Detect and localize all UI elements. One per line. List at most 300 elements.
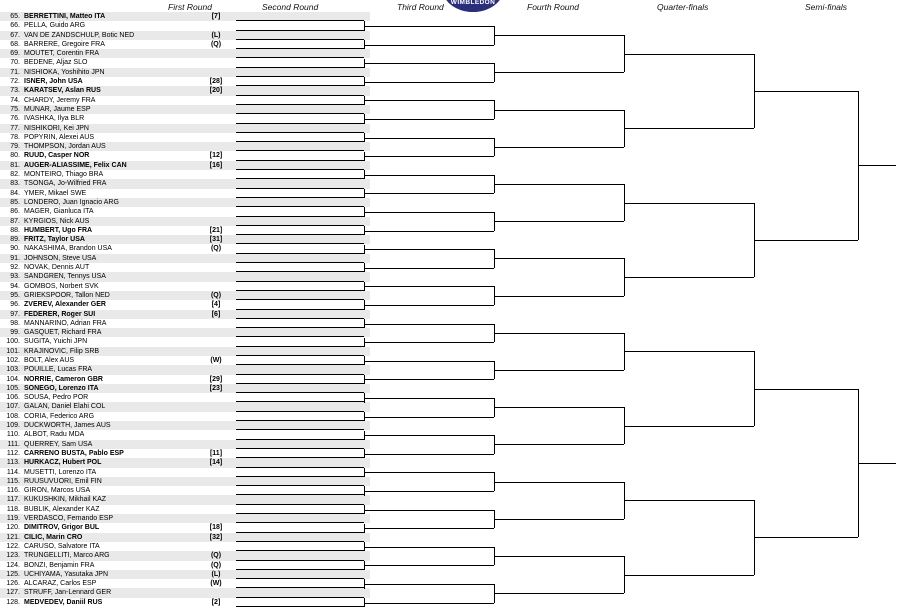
player-name-text: FRITZ, Taylor USA xyxy=(24,236,85,244)
player-name xyxy=(24,86,101,95)
table-row xyxy=(0,365,370,374)
line-second-round-top xyxy=(364,361,494,362)
table-row xyxy=(0,486,370,495)
player-name: GRIEKSPOOR, Tallon NED xyxy=(24,291,110,299)
player-name xyxy=(24,226,92,235)
player-number: 67. xyxy=(10,31,20,39)
table-row xyxy=(0,542,370,551)
player-name: KRAJINOVIC, Filip SRB xyxy=(24,347,100,355)
player-seed-or-status: [12] xyxy=(209,152,223,160)
player-name: THOMPSON, Jordan AUS xyxy=(24,143,106,151)
player-name: ALCARAZ, Carlos ESP xyxy=(24,580,97,588)
table-row xyxy=(0,217,370,226)
line-second-round-top xyxy=(364,100,494,101)
player-number: 78. xyxy=(10,133,20,141)
line-fourth-round-bottom xyxy=(624,277,754,278)
line-second-round-top xyxy=(364,324,494,325)
table-row xyxy=(0,40,370,49)
player-seed-or-status: [7] xyxy=(211,13,221,20)
player-number: 92. xyxy=(10,264,20,272)
line-second-round-bottom xyxy=(364,193,494,194)
player-seed-or-status: (L) xyxy=(211,570,221,578)
player-seed-or-status: [29] xyxy=(209,375,223,383)
player-number: 73. xyxy=(10,87,20,95)
player-seed-or-status: [20] xyxy=(209,87,223,95)
player-name xyxy=(24,533,82,542)
player-number: 124. xyxy=(6,561,20,569)
line-third-round-bottom xyxy=(494,519,624,520)
line-second-round-bottom xyxy=(364,342,494,343)
player-seed-or-status: (Q) xyxy=(210,561,222,569)
line-second-round-bottom xyxy=(364,417,494,418)
table-row xyxy=(0,533,370,542)
player-number: 111. xyxy=(7,440,20,448)
line-semi-final-1 xyxy=(858,463,896,464)
player-number: 87. xyxy=(10,217,20,225)
table-row xyxy=(0,49,370,58)
player-number: 70. xyxy=(10,59,20,67)
player-name: BUBLIK, Alexander KAZ xyxy=(24,505,100,513)
player-number: 82. xyxy=(10,171,20,179)
player-name: BARRERE, Gregoire FRA xyxy=(24,40,105,48)
player-name: SUGITA, Yuichi JPN xyxy=(24,338,88,346)
player-seed-or-status: [23] xyxy=(209,384,223,392)
player-name-text: FEDERER, Roger SUI xyxy=(24,310,96,318)
line-fourth-round-top xyxy=(624,351,754,352)
first-round-player-list xyxy=(0,12,370,607)
player-name xyxy=(24,161,127,170)
player-number: 126. xyxy=(6,580,20,588)
player-number: 103. xyxy=(6,366,20,374)
line-second-round-top xyxy=(364,435,494,436)
player-seed-or-status: (L) xyxy=(211,31,221,39)
round-header-1: Second Round xyxy=(262,2,319,12)
line-second-round-top xyxy=(364,175,494,176)
player-name: KYRGIOS, Nick AUS xyxy=(24,217,90,225)
player-number: 99. xyxy=(10,329,20,337)
player-name: STRUFF, Jan-Lennard GER xyxy=(24,589,112,597)
player-number: 76. xyxy=(10,115,20,123)
player-number: 121. xyxy=(6,533,20,541)
player-number: 118. xyxy=(6,505,20,513)
table-row xyxy=(0,170,370,179)
line-second-round-top xyxy=(364,138,494,139)
player-seed-or-status: [31] xyxy=(209,236,223,244)
player-number: 127. xyxy=(6,589,20,597)
table-row xyxy=(0,179,370,188)
player-number: 83. xyxy=(10,180,20,188)
player-seed-or-status: (Q) xyxy=(210,245,222,253)
player-name xyxy=(24,300,106,309)
player-seed-or-status: [11] xyxy=(209,449,223,457)
table-row xyxy=(0,272,370,281)
line-third-round-top xyxy=(494,258,624,259)
table-row xyxy=(0,495,370,504)
table-row xyxy=(0,12,370,21)
table-row xyxy=(0,161,370,170)
table-row xyxy=(0,579,370,588)
line-second-round-top xyxy=(364,286,494,287)
player-seed-or-status: [4] xyxy=(211,301,221,309)
player-number: 88. xyxy=(10,226,20,234)
player-name xyxy=(24,523,99,532)
player-number: 110. xyxy=(6,431,20,439)
player-name: POPYRIN, Alexei AUS xyxy=(24,133,95,141)
table-row xyxy=(0,207,370,216)
table-row xyxy=(0,523,370,532)
table-row xyxy=(0,31,370,40)
player-number: 108. xyxy=(6,412,20,420)
player-name: QUERREY, Sam USA xyxy=(24,440,93,448)
player-number: 75. xyxy=(10,105,20,113)
line-third-round-bottom xyxy=(494,221,624,222)
player-name-text: KARATSEV, Aslan RUS xyxy=(24,87,101,95)
line-second-round-top xyxy=(364,472,494,473)
table-row xyxy=(0,402,370,411)
line-fourth-round-bottom xyxy=(624,575,754,576)
table-row xyxy=(0,142,370,151)
table-row xyxy=(0,300,370,309)
player-name-text: ZVEREV, Alexander GER xyxy=(24,301,106,309)
table-row xyxy=(0,310,370,319)
table-row xyxy=(0,449,370,458)
line-quarter-finals-bottom xyxy=(754,240,858,241)
player-name xyxy=(24,310,95,319)
player-name-text: MEDVEDEV, Daniil RUS xyxy=(24,598,103,606)
player-name: MUNAR, Jaume ESP xyxy=(24,105,91,113)
round-header-3: Fourth Round xyxy=(527,2,579,12)
line-second-round-bottom xyxy=(364,305,494,306)
player-name: SANDGREN, Tennys USA xyxy=(24,273,106,281)
player-number: 84. xyxy=(10,189,20,197)
player-name-text: BERRETTINI, Matteo ITA xyxy=(24,13,106,20)
player-number: 123. xyxy=(6,552,20,560)
table-row xyxy=(0,58,370,67)
table-row xyxy=(0,356,370,365)
player-seed-or-status: [21] xyxy=(209,226,223,234)
table-row xyxy=(0,458,370,467)
player-name-text: HURKACZ, Hubert POL xyxy=(24,459,102,467)
table-row xyxy=(0,282,370,291)
player-number: 97. xyxy=(10,310,20,318)
round-header-2: Third Round xyxy=(397,2,444,12)
table-row xyxy=(0,133,370,142)
table-row xyxy=(0,105,370,114)
player-name: NAKASHIMA, Brandon USA xyxy=(24,245,112,253)
player-name xyxy=(24,384,99,393)
round-header-5: Semi-finals xyxy=(805,2,848,12)
player-name: GALAN, Daniel Elahi COL xyxy=(24,403,106,411)
player-number: 65. xyxy=(10,13,20,20)
line-second-round-top xyxy=(364,547,494,548)
line-fourth-round-bottom xyxy=(624,128,754,129)
table-row xyxy=(0,477,370,486)
player-name: CARUSO, Salvatore ITA xyxy=(24,542,100,550)
player-name-text: DIMITROV, Grigor BUL xyxy=(24,524,100,532)
player-name-text: ISNER, John USA xyxy=(24,78,83,86)
player-seed-or-status: [18] xyxy=(209,524,223,532)
player-number: 86. xyxy=(10,208,20,216)
line-second-round-bottom xyxy=(364,268,494,269)
player-number: 105. xyxy=(6,384,20,392)
player-name: MAGER, Gianluca ITA xyxy=(24,208,94,216)
player-name xyxy=(24,235,85,244)
player-name: RUUSUVUORI, Emil FIN xyxy=(24,477,102,485)
player-seed-or-status: (Q) xyxy=(210,291,222,299)
line-third-round-top xyxy=(494,184,624,185)
player-number: 113. xyxy=(6,459,20,467)
line-third-round-top xyxy=(494,110,624,111)
line-second-round-bottom xyxy=(364,379,494,380)
player-name: CHARDY, Jeremy FRA xyxy=(24,96,96,104)
player-number: 117. xyxy=(6,496,20,504)
player-number: 89. xyxy=(10,236,20,244)
player-number: 100. xyxy=(6,338,20,346)
player-number: 80. xyxy=(10,152,20,160)
player-number: 119. xyxy=(6,515,20,523)
player-name-text: HUMBERT, Ugo FRA xyxy=(24,226,93,234)
player-seed-or-status: [2] xyxy=(211,598,221,606)
player-number: 115. xyxy=(6,477,20,485)
table-row xyxy=(0,114,370,123)
player-number: 69. xyxy=(10,50,20,58)
player-name: VERDASCO, Fernando ESP xyxy=(24,515,114,523)
player-name xyxy=(24,77,83,86)
table-row xyxy=(0,430,370,439)
player-number: 106. xyxy=(6,394,20,402)
line-semi-final-0 xyxy=(858,165,896,166)
line-second-round-top xyxy=(364,212,494,213)
player-name: JOHNSON, Steve USA xyxy=(24,254,97,262)
player-name: MANNARINO, Adrian FRA xyxy=(24,319,107,327)
player-number: 128. xyxy=(6,598,20,606)
table-row xyxy=(0,68,370,77)
player-name-text: NORRIE, Cameron GBR xyxy=(24,375,103,383)
player-name: NISHIOKA, Yoshihito JPN xyxy=(24,68,105,76)
table-row xyxy=(0,226,370,235)
player-seed-or-status: (W) xyxy=(210,580,222,588)
player-number: 107. xyxy=(6,403,20,411)
table-row xyxy=(0,151,370,160)
player-seed-or-status: [14] xyxy=(209,459,223,467)
player-name: SOUSA, Pedro POR xyxy=(24,394,89,402)
player-name: CORIA, Federico ARG xyxy=(24,412,95,420)
player-number: 79. xyxy=(10,143,20,151)
player-name: UCHIYAMA, Yasutaka JPN xyxy=(24,570,109,578)
player-seed-or-status: (W) xyxy=(210,356,222,364)
player-name xyxy=(24,375,103,384)
player-name: LONDERO, Juan Ignacio ARG xyxy=(24,198,119,206)
table-row xyxy=(0,375,370,384)
player-name: BEDENE, Aljaz SLO xyxy=(24,59,88,67)
table-row xyxy=(0,263,370,272)
line-second-round-bottom xyxy=(364,565,494,566)
player-name xyxy=(24,449,124,458)
table-row xyxy=(0,588,370,597)
player-number: 112. xyxy=(6,449,20,457)
line-third-round-top xyxy=(494,407,624,408)
line-second-round-top xyxy=(364,584,494,585)
line-fourth-round-bottom xyxy=(624,426,754,427)
table-row xyxy=(0,598,370,607)
player-number: 66. xyxy=(10,22,20,30)
table-row xyxy=(0,244,370,253)
line-second-round-bottom xyxy=(364,603,494,604)
player-seed-or-status: (Q) xyxy=(210,552,222,560)
player-name xyxy=(24,12,105,21)
player-number: 109. xyxy=(6,422,20,430)
player-name: MONTEIRO, Thiago BRA xyxy=(24,171,104,179)
player-seed-or-status: [6] xyxy=(211,310,221,318)
player-number: 74. xyxy=(10,96,20,104)
player-name xyxy=(24,151,89,160)
line-third-round-bottom xyxy=(494,444,624,445)
line-second-round-top xyxy=(364,63,494,64)
line-third-round-bottom xyxy=(494,72,624,73)
player-name: NISHIKORI, Kei JPN xyxy=(24,124,89,132)
round-header-4: Quarter-finals xyxy=(657,2,709,12)
table-row xyxy=(0,347,370,356)
line-third-round-bottom xyxy=(494,147,624,148)
table-row xyxy=(0,86,370,95)
line-fourth-round-top xyxy=(624,203,754,204)
player-number: 90. xyxy=(10,245,20,253)
line-third-round-bottom xyxy=(494,593,624,594)
line-second-round-top xyxy=(364,398,494,399)
player-seed-or-status: (Q) xyxy=(210,40,222,48)
player-name: POUILLE, Lucas FRA xyxy=(24,366,93,374)
line-third-round-top xyxy=(494,333,624,334)
player-name: GOMBOS, Norbert SVK xyxy=(24,282,99,290)
player-name: TRUNGELLITI, Marco ARG xyxy=(24,552,110,560)
table-row xyxy=(0,551,370,560)
player-number: 68. xyxy=(10,40,20,48)
player-number: 95. xyxy=(10,291,20,299)
line-quarter-finals-top xyxy=(754,91,858,92)
player-number: 116. xyxy=(6,487,20,495)
table-row xyxy=(0,21,370,30)
player-number: 104. xyxy=(6,375,20,383)
player-name: ALBOT, Radu MDA xyxy=(24,431,85,439)
line-third-round-top xyxy=(494,482,624,483)
line-second-round-bottom xyxy=(364,45,494,46)
line-third-round-top xyxy=(494,35,624,36)
player-number: 77. xyxy=(10,124,20,132)
table-row xyxy=(0,570,370,579)
table-row xyxy=(0,198,370,207)
player-name xyxy=(24,598,102,607)
player-number: 81. xyxy=(10,161,20,169)
player-name-text: AUGER-ALIASSIME, Felix CAN xyxy=(24,161,127,169)
player-seed-or-status: [32] xyxy=(209,533,223,541)
line-second-round-bottom xyxy=(364,528,494,529)
player-name: DUCKWORTH, James AUS xyxy=(24,422,111,430)
player-seed-or-status: [16] xyxy=(209,161,223,169)
player-name: BOLT, Alex AUS xyxy=(24,356,75,364)
table-row xyxy=(0,393,370,402)
player-number: 93. xyxy=(10,273,20,281)
player-name: IVASHKA, Ilya BLR xyxy=(24,115,85,123)
table-row xyxy=(0,561,370,570)
table-row xyxy=(0,319,370,328)
table-row xyxy=(0,77,370,86)
player-name: PELLA, Guido ARG xyxy=(24,22,86,30)
line-fourth-round-top xyxy=(624,54,754,55)
table-row xyxy=(0,421,370,430)
player-name: GIRON, Marcos USA xyxy=(24,487,91,495)
line-third-round-bottom xyxy=(494,370,624,371)
line-second-round-bottom xyxy=(364,119,494,120)
line-third-round-top xyxy=(494,556,624,557)
player-number: 102. xyxy=(6,356,20,364)
line-second-round-bottom xyxy=(364,82,494,83)
line-second-round-bottom xyxy=(364,491,494,492)
table-row xyxy=(0,254,370,263)
player-number: 125. xyxy=(6,570,20,578)
line-quarter-finals-bottom xyxy=(754,537,858,538)
player-seed-or-status: [28] xyxy=(209,78,223,86)
player-number: 98. xyxy=(10,319,20,327)
player-number: 72. xyxy=(10,78,20,86)
player-name-text: RUUD, Casper NOR xyxy=(24,152,90,160)
line-fourth-round-top xyxy=(624,500,754,501)
match-line xyxy=(236,606,364,607)
player-name: YMER, Mikael SWE xyxy=(24,189,87,197)
player-number: 85. xyxy=(10,198,20,206)
player-name: NOVAK, Dennis AUT xyxy=(24,264,90,272)
player-number: 91. xyxy=(10,254,20,262)
line-second-round-top xyxy=(364,26,494,27)
player-number: 122. xyxy=(6,542,20,550)
table-row xyxy=(0,514,370,523)
player-name-text: CARRENO BUSTA, Pablo ESP xyxy=(24,449,124,457)
player-number: 96. xyxy=(10,301,20,309)
table-row xyxy=(0,328,370,337)
player-name-text: CILIC, Marin CRO xyxy=(24,533,83,541)
line-second-round-bottom xyxy=(364,156,494,157)
table-row xyxy=(0,124,370,133)
table-row xyxy=(0,505,370,514)
player-name: MOUTET, Corentin FRA xyxy=(24,50,100,58)
table-row xyxy=(0,96,370,105)
table-row xyxy=(0,468,370,477)
table-row xyxy=(0,291,370,300)
line-second-round-bottom xyxy=(364,231,494,232)
wimbledon-logo: WIMBLEDON xyxy=(443,0,503,12)
player-name: KUKUSHKIN, Mikhail KAZ xyxy=(24,496,107,504)
line-second-round-top xyxy=(364,510,494,511)
table-row xyxy=(0,189,370,198)
player-name: GASQUET, Richard FRA xyxy=(24,329,102,337)
player-name: TSONGA, Jo-Wilfried FRA xyxy=(24,180,107,188)
table-row xyxy=(0,440,370,449)
player-name: MUSETTI, Lorenzo ITA xyxy=(24,468,97,476)
line-quarter-finals-top xyxy=(754,389,858,390)
table-row xyxy=(0,412,370,421)
table-row xyxy=(0,384,370,393)
player-number: 101. xyxy=(6,347,20,355)
player-number: 71. xyxy=(10,68,20,76)
player-name: BONZI, Benjamin FRA xyxy=(24,561,95,569)
round-header-0: First Round xyxy=(168,2,212,12)
table-row xyxy=(0,235,370,244)
line-second-round-top xyxy=(364,249,494,250)
player-number: 120. xyxy=(6,524,20,532)
table-row xyxy=(0,337,370,346)
line-third-round-bottom xyxy=(494,296,624,297)
player-name xyxy=(24,458,101,467)
player-name: VAN DE ZANDSCHULP, Botic NED xyxy=(24,31,135,39)
